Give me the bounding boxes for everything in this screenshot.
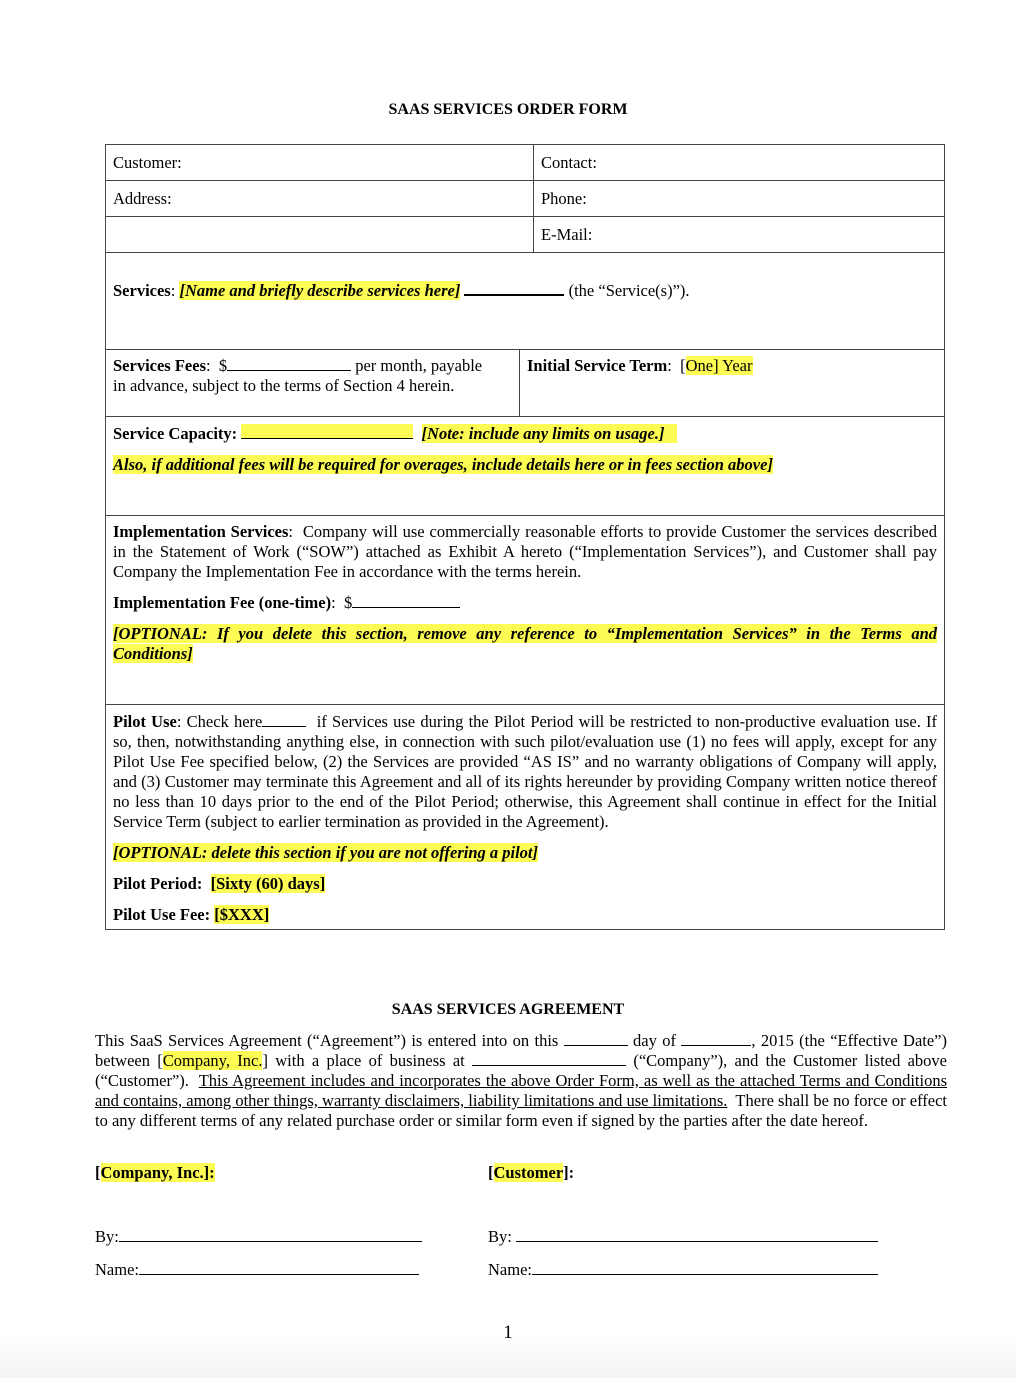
capacity-overage-note: Also, if additional fees will be required for overages, include details here or in fees section above] bbox=[113, 455, 773, 474]
page-bottom-shadow bbox=[0, 1338, 1016, 1378]
customer-name-row bbox=[488, 1258, 878, 1280]
pilot-fee-value[interactable]: [$XXX] bbox=[214, 905, 270, 924]
customer-signature-block bbox=[488, 1163, 878, 1280]
close-bracket: ]: bbox=[203, 1163, 215, 1182]
address-row bbox=[106, 181, 944, 217]
fees-text-line2: in advance, subject to the terms of Section 4 herein. bbox=[113, 376, 455, 395]
service-capacity-section bbox=[106, 417, 780, 515]
company-name-highlight[interactable]: Company, Inc. bbox=[162, 1051, 263, 1070]
pilot-check-text: Check here bbox=[186, 712, 263, 731]
colon: : bbox=[331, 593, 344, 612]
agreement-text-1: This SaaS Services Agreement (“Agreement”) is entered into on this bbox=[95, 1031, 559, 1050]
initial-term-section bbox=[520, 350, 944, 416]
implementation-text: Company will use commercially reasonable efforts to provide Customer the services described in the Statement of Work (“SOW”) attached as Exhibit A hereto (“Implementation Services”), and Customer shall pay Company the Implementation Fee in accordance with the terms herein. bbox=[113, 522, 937, 581]
fees-row bbox=[106, 350, 944, 417]
fees-text: per month, payable bbox=[355, 356, 483, 375]
implementation-section bbox=[106, 516, 944, 704]
fees-label: Services Fees bbox=[113, 356, 206, 375]
pilot-period-value[interactable]: [Sixty (60) days] bbox=[210, 874, 326, 893]
colon: : bbox=[288, 522, 303, 541]
term-label: Initial Service Term bbox=[527, 356, 668, 375]
agreement-text-4: ] with a place of business at bbox=[262, 1051, 465, 1070]
address-field[interactable]: Address: bbox=[106, 181, 534, 216]
contact-field[interactable]: Contact: bbox=[541, 153, 597, 172]
customer-name-label: Name: bbox=[488, 1260, 532, 1279]
customer-row bbox=[106, 145, 944, 181]
term-value[interactable]: One bbox=[685, 356, 714, 375]
term-open-bracket: [ bbox=[680, 356, 686, 375]
colon: : bbox=[176, 712, 187, 731]
phone-field[interactable]: Phone: bbox=[541, 189, 587, 208]
company-name-row bbox=[95, 1258, 422, 1280]
company-party-name[interactable]: Company, Inc. bbox=[100, 1163, 204, 1182]
order-form-title: SAAS SERVICES ORDER FORM bbox=[388, 101, 628, 118]
customer-party-heading bbox=[488, 1163, 878, 1183]
agreement-text-5: (“Company”), and the Customer listed above (“Customer”). bbox=[95, 1051, 948, 1090]
agreement-text-6: There shall be no force or effect to any different terms of any related purchase order or similar form even if signed by the parties after the date hereof. bbox=[95, 1091, 947, 1130]
implementation-fee-currency: $ bbox=[343, 593, 353, 612]
company-by-row bbox=[95, 1225, 422, 1247]
month-blank[interactable] bbox=[681, 1031, 751, 1046]
services-suffix: (the “Service(s)”). bbox=[568, 281, 690, 300]
open-bracket: [ bbox=[488, 1163, 494, 1182]
colon: : bbox=[170, 281, 180, 300]
company-by-signature-line[interactable] bbox=[119, 1225, 422, 1242]
services-section bbox=[106, 253, 697, 349]
company-name-label: Name: bbox=[95, 1260, 139, 1279]
customer-name-signature-line[interactable] bbox=[532, 1258, 878, 1275]
close-bracket: ]: bbox=[563, 1163, 575, 1182]
pilot-row bbox=[106, 705, 944, 929]
services-label: Services bbox=[113, 281, 171, 300]
order-form-table bbox=[105, 144, 945, 930]
company-signature-block bbox=[95, 1163, 422, 1280]
company-name-signature-line[interactable] bbox=[139, 1258, 419, 1275]
customer-field[interactable]: Customer: bbox=[106, 145, 534, 180]
day-blank[interactable] bbox=[564, 1031, 628, 1046]
address-continued-field[interactable] bbox=[106, 217, 534, 252]
capacity-blank[interactable] bbox=[241, 424, 413, 439]
company-by-label: By: bbox=[95, 1227, 119, 1246]
customer-by-signature-line[interactable] bbox=[516, 1225, 878, 1242]
customer-by-row bbox=[488, 1225, 878, 1247]
pilot-optional-note: [OPTIONAL: delete this section if you are not offering a pilot] bbox=[113, 843, 538, 862]
pilot-label: Pilot Use bbox=[113, 712, 177, 731]
pilot-text: if Services use during the Pilot Period will be restricted to non-productive evaluation use. If so, then, notwithstanding anything else, in connection with such pilot/evaluation use (1) no fees will apply, except for any Pilot Use Fee specified below, (2) the Services are provided “AS IS” and no warranty obligations of Company will apply, and (3) Customer may terminate this Agreement and all of its rights hereunder by providing Company written notice thereof no less than 10 days prior to the end of the Pilot Period; otherwise, this Agreement shall continue in effect for the Initial Service Term (subject to earlier termination as provided in the Agreement). bbox=[113, 712, 938, 831]
implementation-fee-blank[interactable] bbox=[352, 593, 460, 608]
email-row bbox=[106, 217, 944, 253]
pilot-checkbox-blank[interactable] bbox=[262, 712, 306, 727]
agreement-underlined-text: This Agreement includes and incorporates the above Order Form, as well as the attached Terms and Conditions and contains, among other things, warranty disclaimers, liability limitations and use limitations. bbox=[95, 1071, 948, 1110]
email-field[interactable]: E-Mail: bbox=[541, 225, 593, 244]
capacity-note: [Note: include any limits on usage.] bbox=[421, 424, 665, 443]
implementation-optional-note: [OPTIONAL: If you delete this section, remove any reference to “Implementation Services” in the Terms and Conditions] bbox=[113, 624, 937, 663]
agreement-text-2: day of bbox=[633, 1031, 676, 1050]
implementation-fee-label: Implementation Fee (one-time) bbox=[113, 593, 332, 612]
agreement-paragraph bbox=[95, 1031, 947, 1131]
fees-currency: $ bbox=[218, 356, 228, 375]
capacity-row bbox=[106, 417, 944, 516]
term-value-rest: ] Year bbox=[713, 356, 753, 375]
fees-amount-blank[interactable] bbox=[227, 356, 351, 371]
capacity-label: Service Capacity: bbox=[113, 424, 238, 443]
agreement-text-3: , 2015 (the “Effective Date”) between [ bbox=[95, 1031, 947, 1070]
customer-party-name[interactable]: Customer bbox=[493, 1163, 564, 1182]
place-of-business-blank[interactable] bbox=[472, 1051, 626, 1066]
agreement-title: SAAS SERVICES AGREEMENT bbox=[391, 1001, 625, 1018]
customer-by-label: By: bbox=[488, 1227, 512, 1246]
services-row bbox=[106, 253, 944, 350]
implementation-row bbox=[106, 516, 944, 705]
services-fees-section bbox=[106, 350, 520, 416]
implementation-label: Implementation Services bbox=[113, 522, 289, 541]
company-party-heading bbox=[95, 1163, 422, 1183]
colon: : bbox=[206, 356, 219, 375]
services-blank[interactable] bbox=[464, 280, 564, 296]
page-number: 1 bbox=[503, 1322, 513, 1343]
pilot-fee-label: Pilot Use Fee: bbox=[113, 905, 211, 924]
pilot-period-label: Pilot Period: bbox=[113, 874, 203, 893]
open-bracket: [ bbox=[95, 1163, 101, 1182]
pilot-use-section bbox=[106, 705, 944, 929]
services-placeholder[interactable]: [Name and briefly describe services here] bbox=[179, 281, 461, 300]
colon: : bbox=[667, 356, 681, 375]
